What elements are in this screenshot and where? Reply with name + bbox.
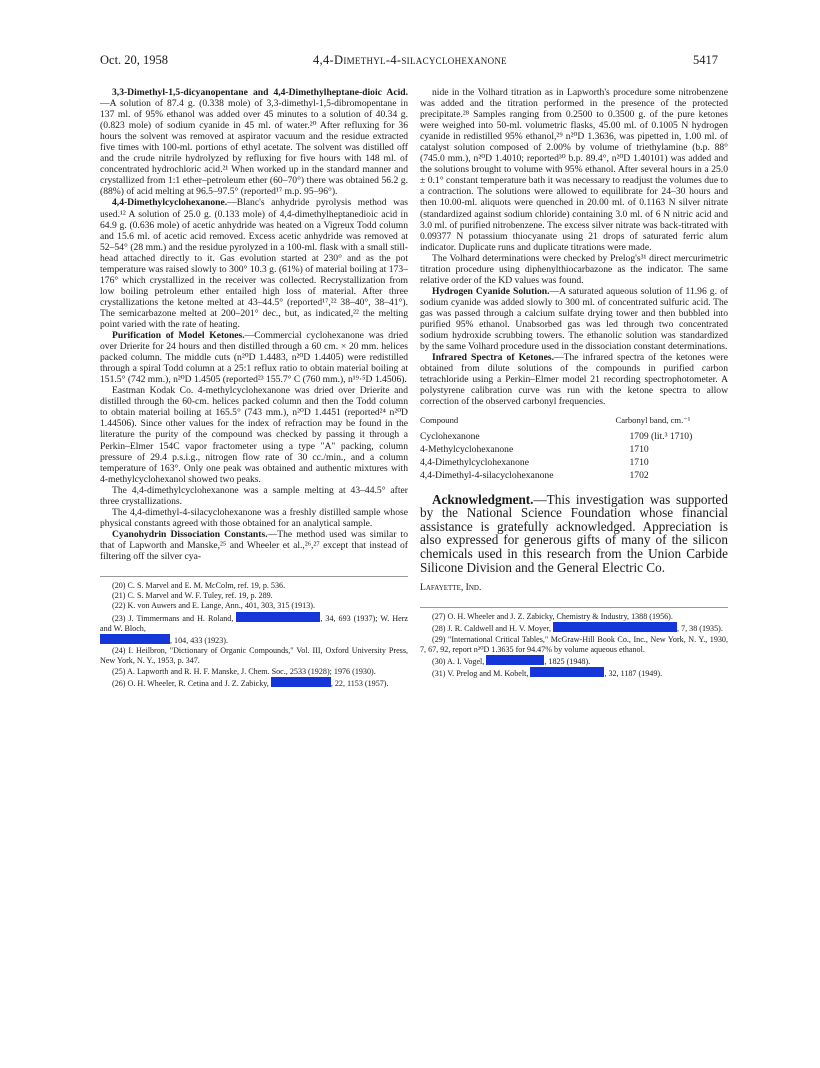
- section-head: 3,3-Dimethyl-1,5-dicyanopentane and 4,4-Dimethylheptane-dioic Acid.: [112, 87, 408, 98]
- paragraph-text: nide in the Volhard titration as in Lapworth's procedure some nitrobenzene was added and the titration performed in the presence of the protected precipitate.²⁸ Samples ranging from 0.2500 to 0.3500 g. of the pure ketones were weighed into 50-ml. volumetric flasks, 45.00 ml. of 0.1005 N hydrogen cyanide in redistilled 95% ethanol,²⁹ n²⁰D 1.3636, was pipetted in, 1.00 ml. of catalyst solution composed of 2.00% by volume of triethylamine (b.p. 88° (745.0 mm.), n²⁰D 1.4010; reported³⁰ b.p. 89.4°, n²⁰D 1.40101) was added and the solutions brought to volume with 95% ethanol. After several hours in a 25.0 ± 0.1° constant temperature bath it was necessary to readjust the volumes due to a contraction. The solutions were allowed to equilibrate for 24–30 hours and then 10.00-ml. aliquots were quenched in 20.00 ml. of 0.1163 N silver nitrate (standardized against sodium chloride) containing 3.0 ml. of 6 N nitric acid and 3.0 ml. of purified nitrobenzene. The excess silver nitrate was back-titrated with 0.09377 N potassium thiocyanate using 21 drops of saturated ferric alum indicator. Duplicate runs and duplicate titrations were made.: [420, 87, 728, 253]
- redaction-bar: [236, 612, 320, 622]
- compound-cell: 4,4-Dimethyl-4-silacyclohexanone: [420, 469, 554, 481]
- paragraph: [100, 330, 408, 385]
- footnote: [100, 646, 408, 666]
- footnote-text: , 1825 (1948).: [544, 657, 591, 667]
- footnote-text: (29) "International Critical Tables," McGraw-Hill Book Co., Inc., New York, N. Y., 1930, 7, 67, 92, report n²⁰D 1.3635 for 94.47% by volume aqueous ethanol.: [420, 634, 728, 654]
- paragraph: [100, 197, 408, 330]
- author-location: Lafayette, Ind.: [420, 582, 482, 594]
- footnote: [420, 612, 728, 622]
- paragraph: [100, 485, 408, 507]
- footnote-text: (25) A. Lapworth and R. H. F. Manske, J. Chem. Soc., 2533 (1928); 1976 (1930).: [112, 666, 376, 676]
- paragraph-text: —A saturated aqueous solution of 11.96 g. of sodium cyanide was added slowly to 300 ml. of concentrated sulfuric acid. The gas was passed through a calcium sulfate drying tower and then bubbled into purified 95% ethanol. Unabsorbed gas was led through two concentrated sodium hydroxide scrubbing towers. The ethanolic solution was standardized by the same Volhard procedure used in the dissociation constant determinations.: [420, 285, 728, 353]
- paragraph-text: —A solution of 87.4 g. (0.338 mole) of 3,3-dimethyl-1,5-dibromopentane in 137 ml. of 95% ethanol was added over 45 minutes to a solution of 40.34 g. (0.823 mole) of sodium cyanide in 45 ml. of water.²⁰ After refluxing for 36 hours the solvent was removed at aspirator vacuum and the residue extracted five times with 100-ml. portions of ethyl acetate. The solvent was distilled off and the crude nitrile hydrolyzed by refluxing for five hours with 148 ml. of concentrated hydrochloric acid.²¹ When worked up in the standard manner and crystallized from 1:1 ether–petroleum ether (60–70°) there was obtained 56.2 g. (88%) of acid melting at 96.5–97.5° (reported¹⁷ m.p. 95–96°).: [100, 98, 408, 198]
- footnote-text: (22) K. von Auwers and E. Lange, Ann., 401, 303, 315 (1913).: [112, 601, 315, 611]
- section-head: Cyanohydrin Dissociation Constants.: [112, 528, 268, 540]
- paragraph-text: —The method used was similar to that of Lapworth and Manske,²⁵ and Wheeler et al.,²⁶,²⁷ except that instead of filtering off the silver cya-: [100, 528, 408, 562]
- paragraph-text: The Volhard determinations were checked by Prelog's³¹ direct mercurimetric titration procedure using diphenylthiocarbazone as the indicator. The same relative order of the KD values was found.: [420, 252, 728, 286]
- ir-table: [420, 413, 728, 482]
- band-cell: 1709 (lit.³ 1710): [629, 431, 693, 443]
- footnote-text: , 34, 693 (1937); W. Herz and W. Bloch,: [100, 613, 408, 633]
- paragraph: [100, 529, 408, 562]
- footnote-text: (28) J. R. Caldwell and H. V. Moyer,: [432, 624, 551, 634]
- footnote-text: (27) O. H. Wheeler and J. Z. Zabicky, Chemistry & Industry, 1388 (1956).: [432, 612, 673, 622]
- table-row: [420, 444, 728, 457]
- footnote: [420, 667, 728, 679]
- footnote: [420, 655, 728, 667]
- table-row: [420, 431, 728, 444]
- footnote: [100, 601, 408, 611]
- footnote-text: (20) C. S. Marvel and E. M. McColm, ref. 19, p. 536.: [112, 581, 286, 591]
- compound-cell: 4,4-Dimethylcyclohexanone: [420, 457, 529, 468]
- footnote-text: , 22, 1153 (1957).: [330, 678, 389, 688]
- section-head: 4,4-Dimethylcyclohexanone.: [112, 197, 228, 209]
- table-row: [420, 457, 728, 470]
- paragraph-text: —Commercial cyclohexanone was dried over Drierite for 24 hours and then distilled through a 60 cm. × 20 mm. helices packed column. The middle cuts (n²⁰D 1.4483, n²⁰D 1.4405) were redistilled through a spiral Todd column at a 25:1 reflux ratio to obtain material boiling at 151.5° (742 mm.), n²⁰D 1.4505 (reported²³ 155.7° C (760 mm.), n¹⁹·⁵D 1.4506).: [100, 330, 408, 386]
- table-row: [420, 470, 728, 483]
- redaction-bar: [486, 655, 544, 665]
- section-head: Infrared Spectra of Ketones.: [432, 352, 555, 364]
- footnote-text: (30) A. I. Vogel,: [432, 657, 485, 667]
- footnote-text: , 7, 38 (1935).: [677, 624, 723, 634]
- paragraph: [100, 87, 408, 197]
- left-column: [100, 87, 408, 689]
- acknowledgment-text: —This investigation was supported by the National Science Foundation whose financial assistance is gratefully acknowledged. Appreciation is also expressed for generous gifts of many of the silicon chemicals used in this research from the Union Carbide Silicone Division and the General Electric Co.: [420, 491, 728, 575]
- paragraph: [100, 507, 408, 529]
- footnote-text: (26) O. H. Wheeler, R. Cetina and J. Z. Zabicky,: [112, 678, 269, 688]
- ir-header-compound: Compound: [420, 415, 459, 426]
- footnote-text: (31) V. Prelog and M. Kobelt,: [432, 669, 529, 679]
- redaction-bar: [271, 677, 331, 687]
- compound-cell: Cyclohexanone: [420, 431, 480, 443]
- running-head-title: 4,4-Dimethyl-4-silacyclohexanone: [313, 53, 507, 67]
- footnote: [100, 667, 408, 677]
- footnote: [100, 591, 408, 601]
- acknowledgment: [420, 493, 728, 575]
- footnote: [100, 581, 408, 591]
- acknowledgment-head: Acknowledgment.: [432, 491, 534, 507]
- footnote-text: (21) C. S. Marvel and W. F. Tuley, ref. 19, p. 289.: [112, 591, 273, 601]
- paragraph: [420, 286, 728, 352]
- paragraph-text: The 4,4-dimethylcyclohexanone was a sample melting at 43–44.5° after three crystallizations.: [100, 484, 408, 507]
- page-number: 5417: [693, 53, 718, 67]
- right-footnotes: [420, 607, 728, 679]
- paragraph-text: —Blanc's anhydride pyrolysis method was used.¹² A solution of 25.0 g. (0.133 mole) of 4,4-dimethylheptanedioic acid in 64.9 g. (0.636 mole) of acetic anhydride was heated on a Vigreux Todd column and 15.6 ml. of acetic acid removed. Excess acetic anhydride was removed at 52–54° (28 mm.) and the residue pyrolyzed in a 100-ml. flask with a small still-head attached directly to it. Gas evolution started at 230° and as the pot temperature was raised slowly to 300° 10.3 g. (61%) of material boiling at 173–176° which crystallized in the receiver was collected. Recrystallization from low boiling petroleum ether entailed high loss of material. After three crystallizations the ketone melted at 43–44.5° (reported¹⁷,²² 38–40°, 38–41°). The semicarbazone melted at 200–201° dec., but, as indicated,²² the melting point varied with the rate of heating.: [100, 197, 408, 330]
- running-head-date: Oct. 20, 1958: [100, 53, 169, 67]
- compound-cell: 4-Methylcyclohexanone: [420, 444, 514, 456]
- redaction-bar: [553, 622, 677, 632]
- paragraph: [420, 352, 728, 407]
- footnote: [100, 612, 408, 634]
- left-footnotes: [100, 576, 408, 689]
- band-cell: 1702: [629, 469, 649, 481]
- section-head: Purification of Model Ketones.: [112, 330, 245, 342]
- paragraph-text: The 4,4-dimethyl-4-silacyclohexanone was a freshly distilled sample whose physical constants agreed with those obtained for an analytical sample.: [100, 506, 408, 529]
- footnote-text: (23) J. Timmermans and H. Roland,: [112, 613, 234, 623]
- paragraph-text: Eastman Kodak Co. 4-methylcyclohexanone was dried over Drierite and distilled through the 60-cm. helices packed column and then the Todd column to obtain material boiling at 165.5° (743 mm.), n²⁰D 1.4451 (reported²⁴ n²⁰D 1.44506). Since other values for the index of refraction may be found in the literature the purity of the compound was checked by passing it through a Perkin–Elmer 154C vapor fractometer using a type "A" packing, column pressure of 29.4 p.s.i.g., nitrogen flow rate of 30 cc./min., and a column temperature of 163°. Only one peak was obtained and authentic mixtures with 4-methylcyclohexanol showed two peaks.: [100, 385, 408, 485]
- left-body: [100, 87, 408, 562]
- footnote-text: (24) I. Heilbron, "Dictionary of Organic Compounds," Vol. III, Oxford University Press, New York, N. Y., 1953, p. 347.: [100, 646, 408, 666]
- band-cell: 1710: [629, 444, 649, 456]
- section-head: Hydrogen Cyanide Solution.: [432, 285, 550, 297]
- paragraph-text: —The infrared spectra of the ketones were obtained from dilute solutions of the compounds in purified carbon tetrachloride using a Perkin–Elmer model 21 recording spectrophotometer. A polystyrene calibration curve was run with the ketone spectra to allow correction of the observed carbonyl frequencies.: [420, 352, 728, 408]
- paragraph: [420, 253, 728, 286]
- footnote: [100, 677, 408, 689]
- footnote: [420, 622, 728, 634]
- redaction-bar: [100, 634, 170, 644]
- footnote-text: , 104, 433 (1923).: [170, 636, 228, 646]
- paragraph: [420, 87, 728, 253]
- footnote: [100, 634, 408, 646]
- band-cell: 1710: [629, 457, 649, 468]
- right-body: [420, 87, 728, 407]
- paragraph: [100, 385, 408, 484]
- right-column: [420, 87, 728, 679]
- ir-header-band: Carbonyl band, cm.⁻¹: [615, 415, 691, 426]
- footnote-text: , 32, 1187 (1949).: [604, 669, 663, 679]
- redaction-bar: [530, 667, 604, 677]
- footnote: [420, 635, 728, 655]
